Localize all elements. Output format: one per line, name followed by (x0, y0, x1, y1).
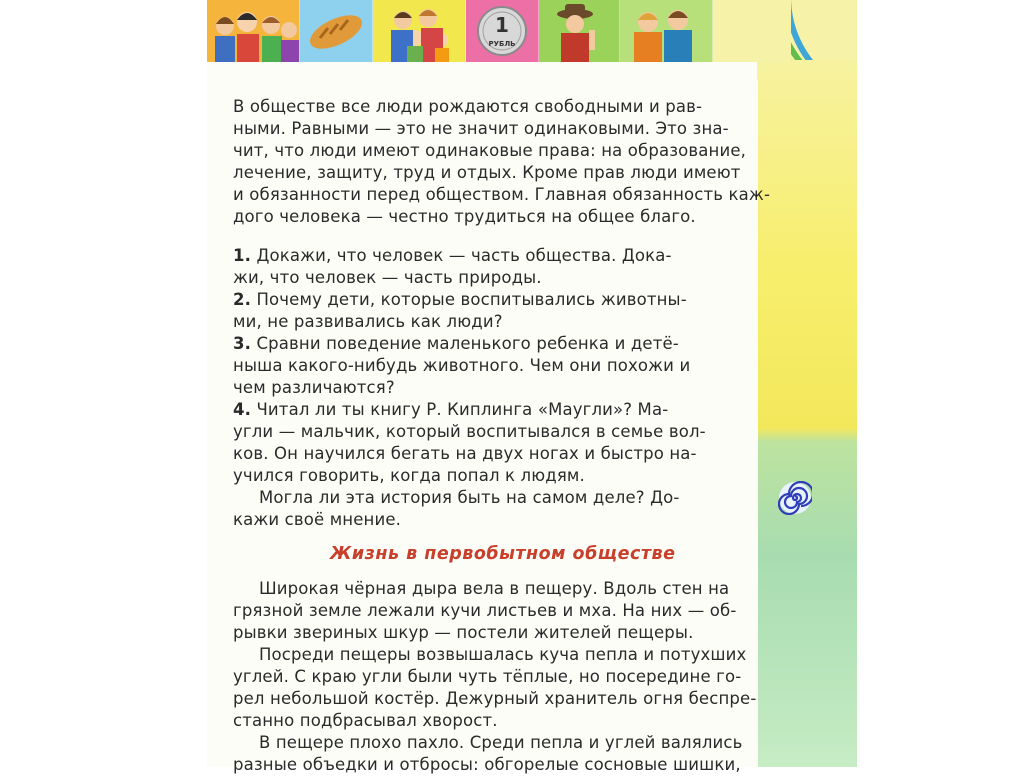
story-paragraph: Широкая чёрная дыра вела в пещеру. Вдоль стен на грязной земле лежали кучи листьев и мха. На них — об- рывки звериных шкур — постели жителей пещеры. (233, 579, 737, 642)
question-4 (233, 399, 808, 487)
family-icon (207, 0, 300, 62)
question-2 (233, 289, 808, 333)
question-text: Докажи, что человек — часть общества. Дока- жи, что человек — часть природы. (233, 246, 672, 287)
intro-paragraph: В обществе все люди рождаются свободными и рав- ными. Равными — это не значит одинаковыми. Это зна- чит, что люди имеют одинаковые права: на образование, лечение, защиту, труд и отдых. Кроме прав люди имеют и обязанности перед обществом. Главная обязанность каж- дого человека — честно трудиться на общее благо. (233, 97, 771, 226)
question-number: 2. (233, 290, 252, 309)
coin-numeral: 1 (495, 13, 509, 37)
story-paragraph: В пещере плохо пахло. Среди пепла и углей валялись разные объедки и отбросы: обгорелые сосновые шишки, (233, 733, 743, 774)
question-number: 1. (233, 246, 252, 265)
question-number: 3. (233, 334, 252, 353)
question-text: Сравни поведение маленького ребенка и детё- ныша какого-нибудь животного. Чем они похожи и чем различаются? (233, 334, 691, 397)
section-title: Жизнь в первобытном обществе (330, 544, 676, 564)
man-in-hat-icon (539, 0, 620, 62)
header-blank-tile (713, 0, 791, 62)
question-followup: Могла ли эта история быть на самом деле? До- кажи своё мнение. (233, 488, 680, 529)
question-text: Почему дети, которые воспитывались животны- ми, не развивались как люди? (233, 290, 687, 331)
coin-word: РУБЛЬ (488, 40, 516, 48)
ruble-coin-icon (466, 0, 539, 62)
family-group-icon (373, 0, 466, 62)
story-paragraph: Посреди пещеры возвышалась куча пепла и потухших углей. С краю угли были чуть тёплые, но посередине го- рел небольшой костёр. Дежурный хранитель огня беспре- станно подбрасывал хворост. (233, 645, 757, 730)
header-illustrations (207, 0, 857, 62)
question-number: 4. (233, 400, 252, 419)
bread-icon (300, 0, 373, 62)
question-3 (233, 333, 808, 399)
question-text: Читал ли ты книгу Р. Киплинга «Маугли»? Ма- угли — мальчик, который воспитывался в семье вол- ков. Он научился бегать на двух ногах и быстро на- учился говорить, когда попал к людям. (233, 400, 706, 485)
spiral-icon (778, 481, 812, 515)
boys-icon (620, 0, 713, 62)
question-1 (233, 245, 808, 289)
